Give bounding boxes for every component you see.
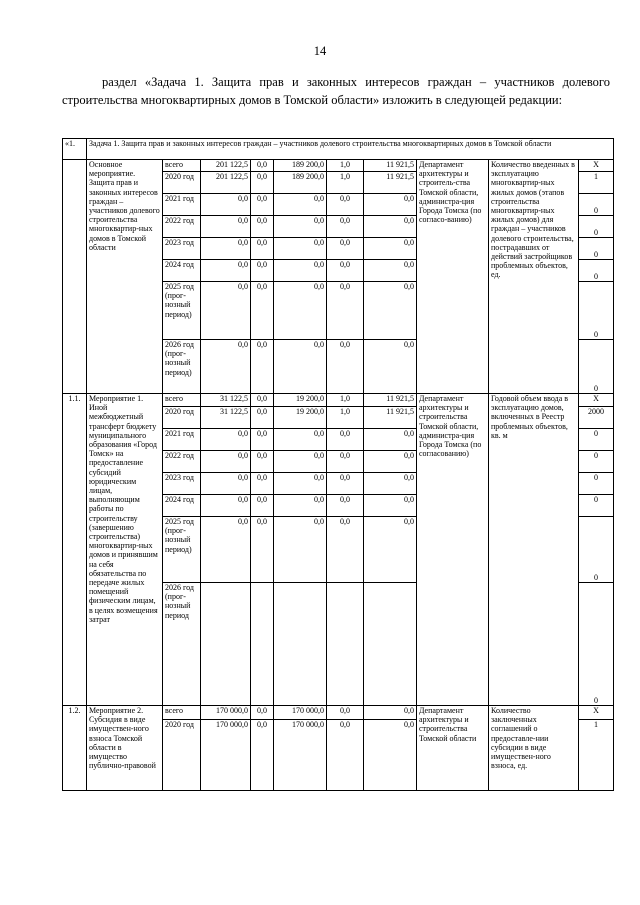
federal-cell [251,583,274,706]
year-cell: всего [163,706,201,720]
federal-cell: 0,0 [251,706,274,720]
regional-cell: 0,0 [274,495,327,517]
regional-cell [274,583,327,706]
municipal-cell [327,583,364,706]
table-row [63,394,614,407]
federal-cell: 0,0 [251,172,274,194]
total-cell: 0,0 [201,495,251,517]
extra-cell: 0,0 [364,282,417,340]
extra-cell: 11 921,5 [364,172,417,194]
total-cell: 0,0 [201,429,251,451]
item-name: Мероприятие 1. Иной межбюджетный трансферт бюджету муниципального образования «Город Томск» на предоставление субсидий юридическим лицам, выполняющим работы по строительству (завершению строительства) многоквартир-ных домов и принявшим на себя обязательства по передаче жилых помещений физическим лицам, в целях возмещения затрат [87,394,163,706]
indicator-value: 0 [579,238,614,260]
indicator-value: 0 [579,495,614,517]
indicator-value: Х [579,160,614,172]
regional-cell: 19 200,0 [274,394,327,407]
year-cell: 2022 год [163,216,201,238]
regional-cell: 0,0 [274,451,327,473]
indicator-value: 0 [579,260,614,282]
municipal-cell: 0,0 [327,216,364,238]
municipal-cell: 0,0 [327,260,364,282]
year-cell: 2023 год [163,473,201,495]
executor-cell: Департамент архитектуры и строитель-ства Томской области, администра-ция Города Томска (по согласо-ванию) [417,160,489,394]
regional-cell: 0,0 [274,194,327,216]
extra-cell: 11 921,5 [364,394,417,407]
year-cell: 2021 год [163,194,201,216]
indicator-value: 1 [579,172,614,194]
federal-cell: 0,0 [251,160,274,172]
indicator-value: 0 [579,282,614,340]
extra-cell: 0,0 [364,429,417,451]
year-cell: 2021 год [163,429,201,451]
total-cell: 0,0 [201,216,251,238]
municipal-cell: 0,0 [327,706,364,720]
federal-cell: 0,0 [251,517,274,583]
federal-cell: 0,0 [251,720,274,791]
federal-cell: 0,0 [251,340,274,394]
regional-cell: 189 200,0 [274,172,327,194]
indicator-value: 0 [579,451,614,473]
municipal-cell: 0,0 [327,194,364,216]
municipal-cell: 0,0 [327,473,364,495]
extra-cell: 0,0 [364,451,417,473]
federal-cell: 0,0 [251,394,274,407]
total-cell [201,583,251,706]
year-cell: 2020 год [163,407,201,429]
extra-cell: 0,0 [364,238,417,260]
regional-cell: 189 200,0 [274,160,327,172]
indicator-value: Х [579,394,614,407]
year-cell: 2022 год [163,451,201,473]
title-row [63,139,614,160]
federal-cell: 0,0 [251,238,274,260]
extra-cell: 0,0 [364,706,417,720]
table-row [63,706,614,720]
regional-cell: 0,0 [274,473,327,495]
indicator-value: 0 [579,216,614,238]
total-cell: 0,0 [201,340,251,394]
federal-cell: 0,0 [251,407,274,429]
municipal-cell: 0,0 [327,720,364,791]
federal-cell: 0,0 [251,451,274,473]
municipal-cell: 1,0 [327,160,364,172]
extra-cell: 0,0 [364,720,417,791]
municipal-cell: 0,0 [327,282,364,340]
federal-cell: 0,0 [251,216,274,238]
indicator-value: 0 [579,517,614,583]
indicator-value: Х [579,706,614,720]
extra-cell: 0,0 [364,340,417,394]
extra-cell: 0,0 [364,194,417,216]
total-cell: 31 122,5 [201,407,251,429]
municipal-cell: 0,0 [327,517,364,583]
extra-cell [364,583,417,706]
executor-cell: Департамент архитектуры и строительства Томской области, администра-ция Города Томска (по согласованию) [417,394,489,706]
indicator-value: 0 [579,473,614,495]
extra-cell: 11 921,5 [364,407,417,429]
year-cell: 2024 год [163,260,201,282]
total-cell: 0,0 [201,238,251,260]
municipal-cell: 0,0 [327,238,364,260]
total-cell: 0,0 [201,282,251,340]
regional-cell: 0,0 [274,282,327,340]
federal-cell: 0,0 [251,194,274,216]
year-cell: 2026 год (прог-нозный период) [163,340,201,394]
year-cell: 2023 год [163,238,201,260]
municipal-cell: 0,0 [327,451,364,473]
extra-cell: 0,0 [364,216,417,238]
total-cell: 170 000,0 [201,720,251,791]
total-cell: 201 122,5 [201,160,251,172]
total-cell: 0,0 [201,451,251,473]
intro-paragraph: раздел «Задача 1. Защита прав и законных интересов граждан – участников долевого строительства многоквартирных домов в Томской области» изложить в следующей редакции: [62,75,610,107]
year-cell: 2025 год (прог-нозный период) [163,282,201,340]
year-cell: 2024 год [163,495,201,517]
municipal-cell: 1,0 [327,172,364,194]
extra-cell: 11 921,5 [364,160,417,172]
extra-cell: 0,0 [364,495,417,517]
executor-cell: Департамент архитектуры и строительства Томской области [417,706,489,791]
municipal-cell: 1,0 [327,394,364,407]
regional-cell: 170 000,0 [274,706,327,720]
total-cell: 0,0 [201,517,251,583]
extra-cell: 0,0 [364,260,417,282]
page-number: 14 [313,44,327,58]
federal-cell: 0,0 [251,282,274,340]
indicator-value: 0 [579,429,614,451]
indicator-cell: Количество введенных в эксплуатацию многоквартир-ных жилых домов (этапов строительства многоквартир-ных жилых домов) для граждан – участников долевого строительства, пострадавших от действий застройщиков проблемных объектов, ед. [489,160,579,394]
regional-cell: 170 000,0 [274,720,327,791]
indicator-value: 2000 [579,407,614,429]
total-cell: 0,0 [201,194,251,216]
municipal-cell: 0,0 [327,495,364,517]
first-col-mark: «1. [63,139,87,160]
regional-cell: 0,0 [274,517,327,583]
item-number: 1.1. [63,394,87,706]
indicator-value: 0 [579,340,614,394]
total-cell: 0,0 [201,260,251,282]
program-table [62,138,614,791]
regional-cell: 0,0 [274,238,327,260]
total-cell: 31 122,5 [201,394,251,407]
regional-cell: 0,0 [274,429,327,451]
year-cell: 2025 год (прог-нозный период) [163,517,201,583]
item-name: Мероприятие 2. Субсидия в виде имуществен-ного взноса Томской области в имущество публично-правовой [87,706,163,791]
item-number: 1.2. [63,706,87,791]
regional-cell: 19 200,0 [274,407,327,429]
extra-cell: 0,0 [364,517,417,583]
total-cell: 170 000,0 [201,706,251,720]
table-row [63,160,614,172]
federal-cell: 0,0 [251,473,274,495]
item-name: Основное мероприятие. Защита прав и законных интересов граждан – участников долевого строительства многоквартир-ных домов в Томской области [87,160,163,394]
regional-cell: 0,0 [274,216,327,238]
task-title: Задача 1. Защита прав и законных интересов граждан – участников долевого строительства многоквартирных домов в Томской области [87,139,614,160]
indicator-value: 1 [579,720,614,791]
federal-cell: 0,0 [251,260,274,282]
year-cell: 2020 год [163,172,201,194]
regional-cell: 0,0 [274,260,327,282]
year-cell: всего [163,160,201,172]
indicator-value: 0 [579,583,614,706]
indicator-value: 0 [579,194,614,216]
regional-cell: 0,0 [274,340,327,394]
item-number [63,160,87,394]
indicator-cell: Количество заключенных соглашений о предоставле-нии субсидии в виде имуществен-ного взноса, ед. [489,706,579,791]
year-cell: всего [163,394,201,407]
municipal-cell: 0,0 [327,429,364,451]
indicator-cell: Годовой объем ввода в эксплуатацию домов, включенных в Реестр проблемных объектов, кв. м [489,394,579,706]
municipal-cell: 0,0 [327,340,364,394]
total-cell: 0,0 [201,473,251,495]
extra-cell: 0,0 [364,473,417,495]
year-cell: 2020 год [163,720,201,791]
federal-cell: 0,0 [251,495,274,517]
total-cell: 201 122,5 [201,172,251,194]
year-cell: 2026 год (прог-нозный период [163,583,201,706]
federal-cell: 0,0 [251,429,274,451]
municipal-cell: 1,0 [327,407,364,429]
